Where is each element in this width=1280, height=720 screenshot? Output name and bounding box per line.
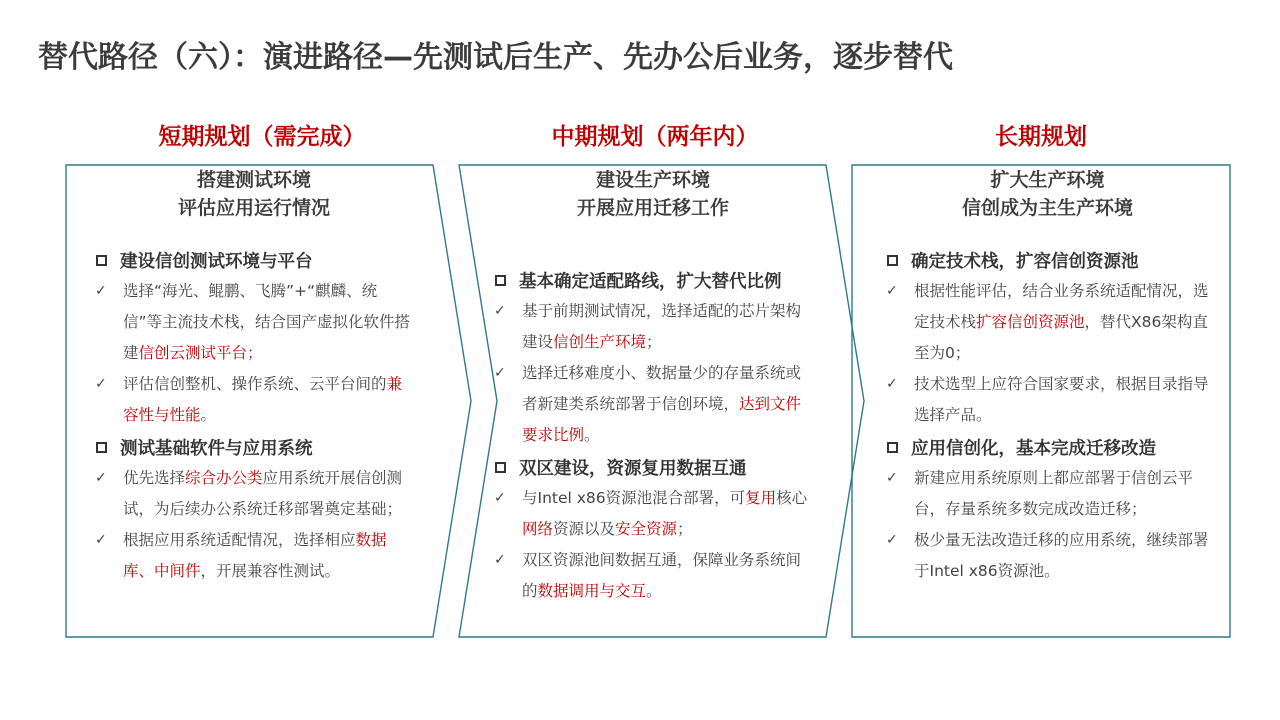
bullet-item <box>885 525 1210 587</box>
section-heading-text: 应用信创化，基本完成迁移改造 <box>911 438 1156 459</box>
checkmark-icon: ✓ <box>886 283 898 299</box>
checkmark-icon: ✓ <box>95 470 107 486</box>
bullet-item <box>94 276 414 369</box>
highlight-text: 综合办公类 <box>185 469 263 487</box>
bullet-text <box>123 463 414 525</box>
column-items <box>493 264 813 607</box>
bullet-item <box>94 369 414 431</box>
text-segment: 根据应用系统适配情况，选择相应 <box>123 531 356 549</box>
section-heading <box>94 244 414 276</box>
checkmark-icon: ✓ <box>494 303 506 319</box>
highlight-text: 信创生产环境 <box>553 333 647 351</box>
checkmark-icon: ✓ <box>886 376 898 392</box>
checkbox-square-icon <box>887 255 898 266</box>
column-subtitle: 建设生产环境 开展应用迁移工作 <box>576 169 729 219</box>
checkmark-icon: ✓ <box>494 365 506 381</box>
checkbox-square-icon <box>96 255 107 266</box>
section-heading-text: 基本确定适配路线，扩大替代比例 <box>519 271 782 292</box>
text-segment: 双区资源池间数据互通，保障业务系统间的 <box>522 551 802 600</box>
column-subtitle: 搭建测试环境 评估应用运行情况 <box>177 169 330 219</box>
text-segment: 。 <box>646 582 662 600</box>
highlight-text: 网络 <box>522 520 554 538</box>
text-segment: 优先选择 <box>123 469 186 487</box>
text-segment: 新建应用系统原则上都应部署于信创云平台，存量系统多数完成改造迁移； <box>914 469 1194 518</box>
bullet-text <box>914 369 1210 431</box>
column-header-short-term: 短期规划（需完成） <box>158 124 366 150</box>
text-segment: ； <box>677 520 693 538</box>
checkmark-icon: ✓ <box>886 470 898 486</box>
section-heading <box>493 264 813 296</box>
text-segment: 。 <box>584 426 600 444</box>
column-subtitle: 扩大生产环境 信创成为主生产环境 <box>961 169 1133 219</box>
text-segment: ，开展兼容性测试。 <box>200 562 341 580</box>
bullet-text <box>522 296 813 358</box>
text-segment: 与Intel x86资源池混合部署，可 <box>522 489 746 507</box>
text-segment: ； <box>247 344 263 362</box>
checkmark-icon: ✓ <box>886 532 898 548</box>
text-segment: 技术选型上应符合国家要求，根据目录指导选择产品。 <box>914 375 1209 424</box>
section-heading-text: 双区建设，资源复用数据互通 <box>519 458 747 479</box>
bullet-item <box>493 358 813 451</box>
section-heading-text: 确定技术栈，扩容信创资源池 <box>911 251 1139 272</box>
highlight-text: 信创云测试平台 <box>138 344 248 362</box>
text-segment: 基于前期测试情况，选择适配的芯片架构建设 <box>522 302 802 351</box>
bullet-item <box>885 369 1210 431</box>
bullet-item <box>493 545 813 607</box>
text-segment: 选择“海光、鲲鹏、飞腾”+“麒麟、统信”等主流技术栈，结合国产虚拟化软件搭建 <box>123 282 411 362</box>
highlight-text: 安全资源 <box>615 520 678 538</box>
bullet-item <box>94 463 414 525</box>
checkmark-icon: ✓ <box>494 552 506 568</box>
highlight-text: 数据调用与交互 <box>537 582 647 600</box>
text-segment: 根据性能评估，结合业务系统适配情况，选定技术栈 <box>914 282 1209 331</box>
text-segment: 评估信创整机、操作系统、云平台间的 <box>123 375 387 393</box>
bullet-text <box>123 525 414 587</box>
bullet-text <box>522 358 813 451</box>
text-segment: 应用系统开展信创测试，为后续办公系统迁移部署奠定基础； <box>123 469 403 518</box>
checkmark-icon: ✓ <box>95 376 107 392</box>
highlight-text: 数据库、中间件 <box>123 531 387 580</box>
text-segment: 核心 <box>776 489 808 507</box>
text-segment: ； <box>646 333 662 351</box>
highlight-text: 达到文件要求比例 <box>522 395 802 444</box>
section-heading <box>493 451 813 483</box>
checkmark-icon: ✓ <box>95 532 107 548</box>
bullet-text <box>123 276 414 369</box>
section-heading-text: 测试基础软件与应用系统 <box>120 438 313 459</box>
highlight-text: 复用 <box>745 489 777 507</box>
text-segment: ，替代X86架构直至为0； <box>914 313 1208 362</box>
bullet-item <box>493 296 813 358</box>
checkmark-icon: ✓ <box>494 490 506 506</box>
column-short-term <box>94 166 414 587</box>
bullet-item <box>885 463 1210 525</box>
text-segment: 。 <box>200 406 217 424</box>
highlight-text: 扩容信创资源池 <box>976 313 1085 331</box>
section-heading-text: 建设信创测试环境与平台 <box>120 251 313 272</box>
bullet-text <box>914 463 1210 525</box>
bullet-item <box>493 483 813 545</box>
bullet-item <box>885 276 1210 369</box>
bullet-text <box>123 369 414 431</box>
column-header-mid-term: 中期规划（两年内） <box>551 124 759 150</box>
text-segment: 选择迁移难度小、数据量少的存量系统或者新建类系统部署于信创环境， <box>522 364 802 413</box>
column-header-long-term: 长期规划 <box>995 124 1087 150</box>
highlight-text: 兼容性与性能 <box>123 375 403 424</box>
column-mid-term <box>493 166 813 607</box>
checkbox-square-icon <box>495 275 506 286</box>
checkbox-square-icon <box>495 462 506 473</box>
text-segment: 极少量无法改造迁移的应用系统，继续部署于Intel x86资源池。 <box>914 531 1209 580</box>
checkmark-icon: ✓ <box>95 283 107 299</box>
text-segment: 资源以及 <box>553 520 616 538</box>
column-items <box>885 244 1210 587</box>
section-heading <box>885 244 1210 276</box>
section-heading <box>94 431 414 463</box>
bullet-text <box>522 545 813 607</box>
page-title: 替代路径（六）：演进路径—先测试后生产、先办公后业务，逐步替代 <box>38 40 953 75</box>
checkbox-square-icon <box>96 442 107 453</box>
column-items <box>94 244 414 587</box>
section-heading <box>885 431 1210 463</box>
bullet-item <box>94 525 414 587</box>
checkbox-square-icon <box>887 442 898 453</box>
bullet-text <box>914 276 1210 369</box>
bullet-text <box>914 525 1210 587</box>
bullet-text <box>522 483 813 545</box>
column-long-term <box>885 166 1210 587</box>
